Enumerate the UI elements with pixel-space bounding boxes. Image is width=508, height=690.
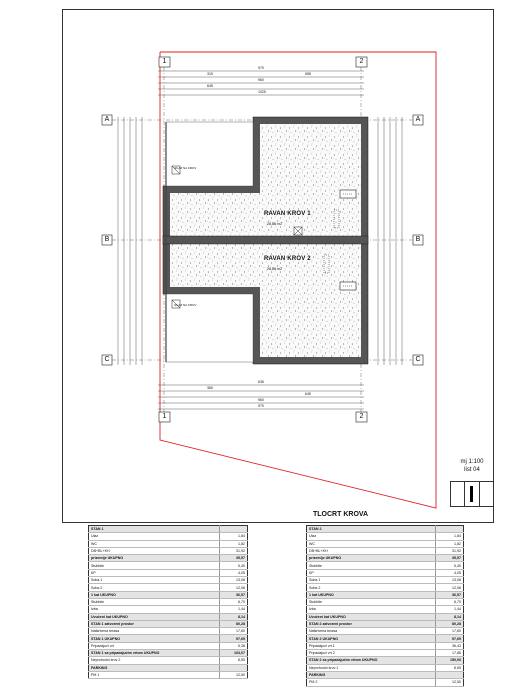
row-label: STAN 1 UKUPNO xyxy=(89,635,220,642)
row-label: DB+BL+KH xyxy=(307,547,436,554)
row-value: 8,14 xyxy=(219,613,247,620)
exit-label-2: IZLAZ NA KROV xyxy=(174,303,197,307)
row-value: 17,60 xyxy=(435,628,463,635)
row-label: Stubište xyxy=(307,598,436,605)
dim-top-0: 970 xyxy=(258,66,264,70)
row-value: 5,40 xyxy=(435,562,463,569)
row-value: 13,08 xyxy=(219,577,247,584)
row-value: 4,05 xyxy=(219,569,247,576)
table-row xyxy=(89,664,248,671)
row-label: WC xyxy=(307,540,436,547)
row-label: STAN 1 xyxy=(89,526,220,533)
table-row xyxy=(89,555,248,562)
roof-1-label: RAVAN KROV 1 xyxy=(264,211,311,217)
row-label: STAN 1 zatvoreni prostor xyxy=(89,620,220,627)
row-label: 1 kat UKUPNO xyxy=(89,591,220,598)
drain-symbol xyxy=(294,227,302,235)
table-row xyxy=(89,620,248,627)
row-value: 12,50 xyxy=(219,671,247,678)
table-row xyxy=(307,533,464,540)
row-label: DB+BL+KH xyxy=(89,547,220,554)
table-row xyxy=(307,547,464,554)
sheet-title: TLOCRT KROVA xyxy=(313,511,369,518)
row-value: 12,06 xyxy=(435,584,463,591)
scale-bar xyxy=(470,486,473,502)
row-value: 1,84 xyxy=(435,533,463,540)
table-row xyxy=(307,635,464,642)
row-value: 150,00 xyxy=(435,657,463,664)
table-row xyxy=(307,613,464,620)
table-row xyxy=(307,650,464,657)
row-label: WC xyxy=(89,540,220,547)
row-label: Neprohodni krov 1 xyxy=(307,664,436,671)
row-label: PM 1 xyxy=(89,671,220,678)
row-value: 5,38 xyxy=(219,642,247,649)
table-row xyxy=(89,628,248,635)
courtyard-top-outline xyxy=(166,122,253,186)
table-row xyxy=(307,569,464,576)
row-value: 6,70 xyxy=(435,598,463,605)
table-row xyxy=(89,606,248,613)
row-label: PARKING xyxy=(89,664,220,671)
row-label: KP xyxy=(89,569,220,576)
axis-label-2-bottom: 2 xyxy=(359,413,364,420)
row-value: 6,70 xyxy=(219,598,247,605)
row-value: 13,08 xyxy=(435,577,463,584)
dim-bottom-4: 970 xyxy=(258,404,264,408)
row-value: 36,57 xyxy=(219,591,247,598)
row-label: Soba 1 xyxy=(89,577,220,584)
row-label: Soba 1 xyxy=(307,577,436,584)
row-value: 35,57 xyxy=(219,555,247,562)
row-value: 31,92 xyxy=(435,547,463,554)
table-row xyxy=(307,671,464,678)
row-label: PM 2 xyxy=(307,679,436,686)
row-label: Ulaz xyxy=(89,533,220,540)
row-label: 1 kat UKUPNO xyxy=(307,591,436,598)
row-value: 97,69 xyxy=(219,635,247,642)
axis-label-1-top: 1 xyxy=(162,58,167,65)
table-row xyxy=(89,598,248,605)
row-label: STAN 2 sa pripadajućim vrtom UKUPNO xyxy=(307,657,436,664)
row-value: 12,06 xyxy=(219,584,247,591)
roof-2-area: 28,86 m2 xyxy=(267,267,282,271)
row-value: 17,60 xyxy=(219,628,247,635)
row-value: 1,44 xyxy=(435,606,463,613)
table-row xyxy=(307,591,464,598)
row-label: STAN 2 xyxy=(307,526,436,533)
row-label: Pripadajući vrt 1 xyxy=(307,642,436,649)
vent-box-1 xyxy=(340,190,356,198)
table-row xyxy=(307,657,464,664)
axis-label-b-left: B xyxy=(104,236,110,243)
row-value: 1,44 xyxy=(219,606,247,613)
row-value: 1,82 xyxy=(219,540,247,547)
row-value: 80,28 xyxy=(219,620,247,627)
row-label: Pripadajući vrt 2 xyxy=(307,650,436,657)
row-label: KP xyxy=(307,569,436,576)
table-row xyxy=(89,562,248,569)
axis-label-b-right: B xyxy=(415,236,421,243)
table-row xyxy=(89,577,248,584)
table-row xyxy=(307,577,464,584)
roof-2-label: RAVAN KROV 2 xyxy=(264,256,311,262)
row-value: 8,14 xyxy=(435,613,463,620)
row-label: Ulaz xyxy=(307,533,436,540)
dim-bottom-0: 635 xyxy=(258,380,264,384)
table-row xyxy=(307,628,464,635)
row-label: prizemlje UKUPNO xyxy=(89,555,220,562)
row-value: 8,55 xyxy=(219,657,247,664)
scale-info xyxy=(450,458,494,474)
roof-1-gravel xyxy=(260,124,361,236)
axis-label-a-right: A xyxy=(415,116,421,123)
row-value xyxy=(435,526,463,533)
roof-1-area: 28,86 m2 xyxy=(267,222,282,226)
table-row xyxy=(89,533,248,540)
row-value xyxy=(435,671,463,678)
row-value: 1,84 xyxy=(219,533,247,540)
row-value: 31,92 xyxy=(219,547,247,554)
row-label: Uvučeni kat UKUPNO xyxy=(89,613,220,620)
dividing-wall xyxy=(163,236,368,244)
row-value: 103,07 xyxy=(219,650,247,657)
row-value: 97,69 xyxy=(435,635,463,642)
table-row xyxy=(89,540,248,547)
axis-label-1-bottom: 1 xyxy=(162,413,167,420)
row-label: prizemlje UKUPNO xyxy=(307,555,436,562)
row-label: PARKING xyxy=(307,671,436,678)
row-value xyxy=(219,664,247,671)
scale-text: mj 1:100 xyxy=(460,459,484,465)
row-label: Stubište xyxy=(307,562,436,569)
axis-label-c-right: C xyxy=(415,356,421,363)
row-value: 35,57 xyxy=(435,555,463,562)
table-row xyxy=(89,635,248,642)
table-row xyxy=(89,657,248,664)
dim-bottom-1: 360 xyxy=(207,386,213,390)
table-row xyxy=(307,555,464,562)
row-label: STAN 2 zatvoreni prostor xyxy=(307,620,436,627)
row-label: STAN 1 sa pripadajućim vrtom UKUPNO xyxy=(89,650,220,657)
row-label: Soba 2 xyxy=(307,584,436,591)
table-row xyxy=(307,642,464,649)
dim-top-4: 645 xyxy=(207,84,213,88)
row-label: Natkrivena terasa xyxy=(307,628,436,635)
table-row xyxy=(307,540,464,547)
table-row xyxy=(307,562,464,569)
row-value: 8,55 xyxy=(435,664,463,671)
area-table-stan-1 xyxy=(88,525,248,679)
sheet-number: list 04 xyxy=(464,467,480,473)
row-value: 17,86 xyxy=(435,650,463,657)
axis-label-2-top: 2 xyxy=(359,58,364,65)
row-label: Uvučeni kat UKUPNO xyxy=(307,613,436,620)
dimension-lines-right xyxy=(378,117,402,365)
row-value: 36,57 xyxy=(435,591,463,598)
row-value xyxy=(219,526,247,533)
roof-2-gravel-left xyxy=(170,244,264,287)
table-row xyxy=(307,679,464,686)
table-row xyxy=(89,569,248,576)
dim-top-2: 655 xyxy=(305,72,311,76)
table-row xyxy=(307,526,464,533)
row-value: 5,40 xyxy=(219,562,247,569)
row-label: Natkrivena terasa xyxy=(89,628,220,635)
table-row xyxy=(89,547,248,554)
table-row xyxy=(89,642,248,649)
row-label: STAN 2 UKUPNO xyxy=(307,635,436,642)
area-table-stan-2 xyxy=(306,525,464,687)
row-label: Izba xyxy=(307,606,436,613)
vent-box-2 xyxy=(340,282,356,290)
roof-1-gravel-left xyxy=(170,193,264,236)
dim-bottom-3: 960 xyxy=(258,398,264,402)
row-value: 80,28 xyxy=(435,620,463,627)
table-row xyxy=(307,606,464,613)
dim-top-5: 1025 xyxy=(258,90,266,94)
exit-label-1: IZLAZ NA KROV xyxy=(174,166,197,170)
row-label: Stubište xyxy=(89,598,220,605)
axis-label-c-left: C xyxy=(104,356,110,363)
row-value: 1,82 xyxy=(435,540,463,547)
dim-bottom-2: 645 xyxy=(305,392,311,396)
dimension-lines-left xyxy=(118,117,142,365)
row-label: Stubište xyxy=(89,562,220,569)
row-label: Izba xyxy=(89,606,220,613)
table-row xyxy=(89,613,248,620)
row-value: 36,43 xyxy=(435,642,463,649)
dim-top-3: 960 xyxy=(258,78,264,82)
dim-top-1: 315 xyxy=(207,72,213,76)
table-row xyxy=(89,671,248,678)
table-row xyxy=(89,650,248,657)
row-value: 12,50 xyxy=(435,679,463,686)
table-row xyxy=(89,584,248,591)
axis-label-a-left: A xyxy=(104,116,110,123)
row-label: Neprohodni krov 2 xyxy=(89,657,220,664)
row-label: Soba 2 xyxy=(89,584,220,591)
table-row xyxy=(307,598,464,605)
row-label: Pripadajući vrt xyxy=(89,642,220,649)
table-row xyxy=(89,526,248,533)
row-value: 4,05 xyxy=(435,569,463,576)
table-row xyxy=(89,591,248,598)
table-row xyxy=(307,620,464,627)
table-row xyxy=(307,664,464,671)
table-row xyxy=(307,584,464,591)
